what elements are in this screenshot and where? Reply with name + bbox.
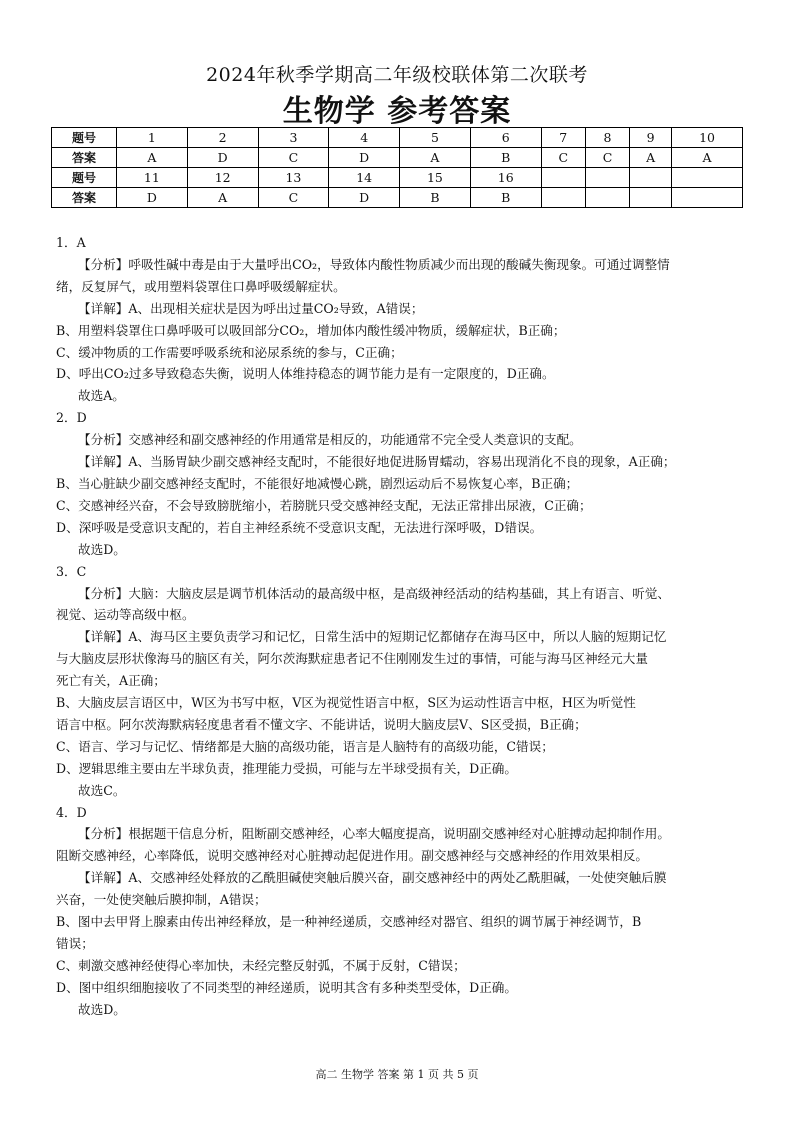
answer-cell: B — [470, 148, 541, 168]
explanation-line: B、图中去甲肾上腺素由传出神经释放，是一种神经递质，交感神经对器官、组织的调节属于神经调节，B — [56, 914, 642, 930]
explanation-line: 【详解】A、海马区主要负责学习和记忆，日常生活中的短期记忆都储存在海马区中，所以人脑的短期记忆 — [78, 629, 667, 645]
explanation-line: 【详解】A、交感神经处释放的乙酰胆碱使突触后膜兴奋，副交感神经中的两处乙酰胆碱，一处使突触后膜 — [78, 870, 667, 886]
explanation-line: D、深呼吸是受意识支配的，若自主神经系统不受意识支配，无法进行深呼吸，D错误。 — [56, 519, 543, 535]
answer-cell — [541, 188, 585, 208]
answer-explanations — [56, 232, 742, 1021]
document-title: 2024年秋季学期高二年级校联体第二次联考 — [206, 64, 588, 86]
question-number: 5 — [400, 128, 471, 148]
explanation-line: D、图中组织细胞接收了不同类型的神经递质，说明其含有多种类型受体，D正确。 — [56, 979, 517, 995]
explanation-line: B、大脑皮层言语区中，W区为书写中枢，V区为视觉性语言中枢，S区为运动性语言中枢，H区为听觉性 — [56, 695, 636, 711]
question-number — [672, 168, 743, 188]
explanation-line: 绪，反复屏气，或用塑料袋罩住口鼻呼吸缓解症状。 — [56, 278, 346, 294]
question-answer-heading: 4．D — [56, 804, 87, 820]
explanation-line: 【分析】呼吸性碱中毒是由于大量呼出CO₂，导致体内酸性物质减少而出现的酸碱失衡现象。可通过调整情 — [78, 256, 670, 272]
question-explanation — [56, 407, 742, 560]
explanation-line: 【分析】交感神经和副交感神经的作用通常是相反的，功能通常不完全受人类意识的支配。 — [78, 432, 582, 448]
answer-cell: D — [329, 188, 400, 208]
explanation-line: 【分析】大脑：大脑皮层是调节机体活动的最高级中枢，是高级神经活动的结构基础，其上有语言、听觉、 — [78, 585, 670, 601]
explanation-line: C、语言、学习与记忆、情绪都是大脑的高级功能，语言是人脑特有的高级功能，C错误； — [56, 738, 554, 754]
row-label: 答案 — [52, 148, 117, 168]
question-explanation — [56, 802, 742, 1021]
answer-cell: A — [187, 188, 258, 208]
answer-cell: B — [400, 188, 471, 208]
answer-table — [51, 127, 743, 208]
row-label: 题号 — [52, 168, 117, 188]
question-number: 11 — [117, 168, 188, 188]
question-number — [585, 168, 629, 188]
answer-table-number-row — [52, 128, 743, 148]
question-number: 3 — [258, 128, 329, 148]
question-number — [541, 168, 585, 188]
page-footer: 高二 生物学 答案 第 1 页 共 5 页 — [315, 1068, 479, 1081]
question-number: 9 — [630, 128, 672, 148]
question-explanation — [56, 561, 742, 802]
explanation-line: 故选D。 — [78, 1001, 126, 1017]
answer-cell — [630, 188, 672, 208]
question-number: 15 — [400, 168, 471, 188]
explanation-line: 【分析】根据题干信息分析，阻断副交感神经，心率大幅度提高，说明副交感神经对心脏搏动起抑制作用。 — [78, 826, 670, 842]
explanation-line: 故选C。 — [78, 782, 126, 798]
explanation-line: 视觉、运动等高级中枢。 — [56, 607, 195, 623]
question-number: 14 — [329, 168, 400, 188]
explanation-line: 阻断交感神经，心率降低，说明交感神经对心脏搏动起促进作用。副交感神经与交感神经的作用效果相反。 — [56, 848, 648, 864]
row-label: 答案 — [52, 188, 117, 208]
question-number: 12 — [187, 168, 258, 188]
row-label: 题号 — [52, 128, 117, 148]
explanation-line: 故选D。 — [78, 541, 126, 557]
answer-cell: A — [672, 148, 743, 168]
explanation-line: B、当心脏缺少副交感神经支配时，不能很好地减慢心跳，剧烈运动后不易恢复心率，B正确； — [56, 475, 579, 491]
answer-cell: B — [470, 188, 541, 208]
question-answer-heading: 1．A — [56, 235, 86, 250]
question-answer-heading: 3．C — [56, 563, 87, 579]
explanation-line: C、交感神经兴奋，不会导致膀胱缩小，若膀胱只受交感神经支配，无法正常排出尿液，C正确； — [56, 497, 592, 513]
question-number: 10 — [672, 128, 743, 148]
answer-cell: C — [258, 188, 329, 208]
explanation-line: 与大脑皮层形状像海马的脑区有关，阿尔茨海默症患者记不住刚刚发生过的事情，可能与海马区神经元大量 — [56, 651, 648, 667]
explanation-line: 兴奋，一处使突触后膜抑制，A错误； — [56, 892, 267, 908]
explanation-line: C、缓冲物质的工作需要呼吸系统和泌尿系统的参与，C正确； — [56, 344, 403, 360]
explanation-line: 【详解】A、出现相关症状是因为呼出过量CO₂导致，A错误； — [78, 300, 424, 316]
answer-table-number-row — [52, 168, 743, 188]
explanation-line: B、用塑料袋罩住口鼻呼吸可以吸回部分CO₂，增加体内酸性缓冲物质，缓解症状，B正确； — [56, 322, 566, 338]
subject-title: 生物学 参考答案 — [282, 94, 512, 129]
answer-cell: C — [258, 148, 329, 168]
answer-table-answer-row — [52, 188, 743, 208]
explanation-line: 语言中枢。阿尔茨海默病轻度患者看不懂文字、不能讲话，说明大脑皮层V、S区受损，B正确； — [56, 716, 587, 732]
explanation-line: D、呼出CO₂过多导致稳态失衡，说明人体维持稳态的调节能力是有一定限度的，D正确。 — [56, 366, 555, 382]
question-answer-heading: 2．D — [56, 410, 87, 426]
answer-table-answer-row — [52, 148, 743, 168]
question-number: 4 — [329, 128, 400, 148]
explanation-line: 【详解】A、当肠胃缺少副交感神经支配时，不能很好地促进肠胃蠕动，容易出现消化不良的现象，A正确； — [78, 454, 676, 470]
question-number: 1 — [117, 128, 188, 148]
answer-cell: A — [630, 148, 672, 168]
question-explanation — [56, 232, 742, 407]
answer-cell: A — [400, 148, 471, 168]
question-number: 8 — [585, 128, 629, 148]
question-number — [630, 168, 672, 188]
answer-cell — [585, 188, 629, 208]
answer-cell: C — [541, 148, 585, 168]
answer-cell: D — [117, 188, 188, 208]
question-number: 16 — [470, 168, 541, 188]
explanation-line: 错误； — [56, 936, 94, 951]
answer-cell: C — [585, 148, 629, 168]
question-number: 6 — [470, 128, 541, 148]
answer-cell — [672, 188, 743, 208]
answer-cell: D — [329, 148, 400, 168]
answer-cell: D — [187, 148, 258, 168]
explanation-line: D、逻辑思维主要由左半球负责，推理能力受损，可能与左半球受损有关，D正确。 — [56, 760, 517, 776]
explanation-line: 死亡有关，A正确； — [56, 673, 166, 689]
explanation-line: C、刺激交感神经使得心率加快，未经完整反射弧，不属于反射，C错误； — [56, 957, 466, 973]
question-number: 13 — [258, 168, 329, 188]
question-number: 7 — [541, 128, 585, 148]
question-number: 2 — [187, 128, 258, 148]
answer-cell: A — [117, 148, 188, 168]
explanation-line: 故选A。 — [78, 388, 125, 404]
